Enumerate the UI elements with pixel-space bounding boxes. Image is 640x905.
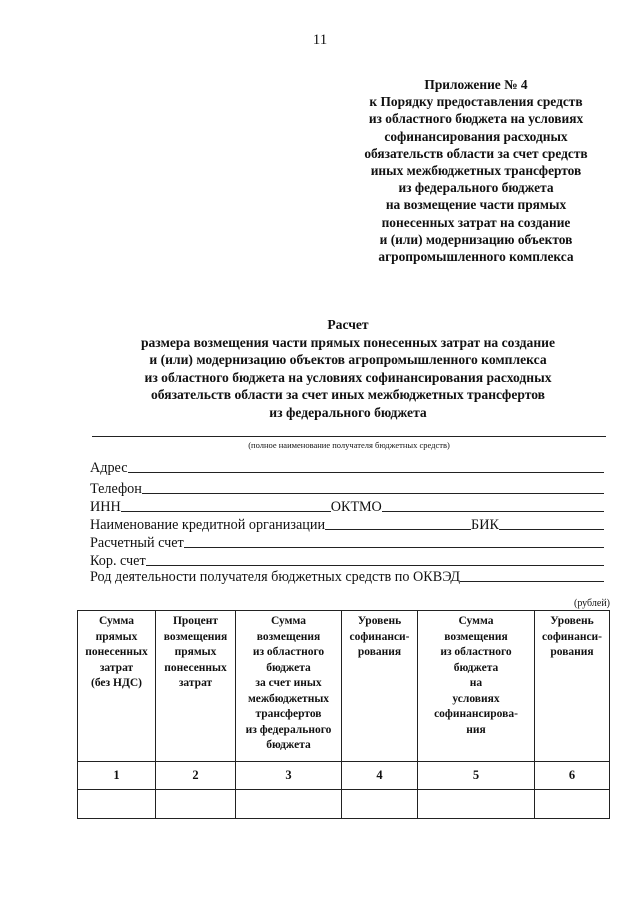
recipient-caption: (полное наименование получателя бюджетных средств) xyxy=(248,440,450,450)
table-header-row xyxy=(78,611,610,762)
title-line: из областного бюджета на условиях софинансирования расходных xyxy=(144,369,552,385)
oktmo-label: ОКТМО xyxy=(330,499,382,515)
data-cell[interactable] xyxy=(418,790,535,819)
units-label: (рублей) xyxy=(573,598,610,609)
okved-field[interactable] xyxy=(90,567,604,585)
header-text: затрат xyxy=(178,677,213,689)
title-line: и (или) модернизацию объектов агропромышленного комплекса xyxy=(149,352,547,368)
okved-input-line[interactable] xyxy=(460,581,604,582)
bik-input-line[interactable] xyxy=(499,529,604,530)
header-text: (без НДС) xyxy=(90,677,143,689)
header-text: за счет иных xyxy=(255,677,322,689)
title-line: из федерального бюджета xyxy=(269,404,427,420)
header-cell-cofinancing-sum xyxy=(418,611,535,762)
header-text: Сумма xyxy=(99,615,134,627)
header-text: софинансирова- xyxy=(434,708,518,720)
header-text: понесенных xyxy=(164,661,227,674)
header-text: затрат xyxy=(99,661,134,674)
header-cell-federal-transfers-sum xyxy=(236,611,342,762)
header-text: возмещения xyxy=(163,630,228,643)
header-text: из областного xyxy=(440,646,512,658)
appendix-line: понесенных затрат на создание xyxy=(381,214,571,230)
oktmo-input-line[interactable] xyxy=(382,511,604,512)
header-text: Сумма xyxy=(458,615,494,627)
page-number: 11 xyxy=(312,32,328,48)
header-text: Уровень xyxy=(357,615,402,627)
account-field[interactable] xyxy=(90,533,604,551)
phone-input-line[interactable] xyxy=(142,493,604,494)
address-input-line[interactable] xyxy=(128,472,604,473)
header-text: бюджета xyxy=(266,739,311,751)
title-line: размера возмещения части прямых понесенных затрат на создание xyxy=(140,334,556,350)
header-text: рования xyxy=(357,646,402,658)
data-cell[interactable] xyxy=(156,790,236,819)
column-number: 5 xyxy=(418,762,535,790)
address-label: Адрес xyxy=(90,460,128,476)
column-number: 1 xyxy=(78,762,156,790)
data-cell[interactable] xyxy=(535,790,610,819)
phone-field[interactable] xyxy=(90,479,604,497)
title-line: обязательств области за счет иных межбюджетных трансфертов xyxy=(150,387,546,403)
address-field[interactable] xyxy=(90,458,604,476)
header-cell-cofinancing-level-2 xyxy=(535,611,610,762)
header-text: из областного xyxy=(252,646,325,658)
appendix-line: из областного бюджета на условиях xyxy=(368,111,584,127)
header-text: рования xyxy=(550,646,594,658)
corr-account-label: Кор. счет xyxy=(90,553,146,569)
account-label: Расчетный счет xyxy=(90,535,184,551)
header-text: Процент xyxy=(172,615,219,627)
table-data-row xyxy=(78,790,610,819)
title-heading: Расчет xyxy=(327,317,369,332)
inn-oktmo-field[interactable] xyxy=(90,497,604,515)
header-text: возмещения xyxy=(444,630,508,643)
header-cell-reimbursement-percent xyxy=(156,611,236,762)
header-text: Уровень xyxy=(550,615,594,627)
header-text: условиях xyxy=(452,692,500,705)
column-number: 4 xyxy=(342,762,418,790)
header-text: трансфертов xyxy=(255,708,322,720)
bank-label: Наименование кредитной организации xyxy=(90,517,326,533)
recipient-name-line[interactable] xyxy=(92,436,606,437)
appendix-line: Приложение № 4 xyxy=(424,77,528,92)
okved-label: Род деятельности получателя бюджетных средств по ОКВЭД xyxy=(90,569,461,585)
account-input-line[interactable] xyxy=(184,547,604,548)
header-text: Сумма xyxy=(271,615,306,627)
appendix-line: на возмещение части прямых xyxy=(385,197,567,213)
document-title xyxy=(0,316,640,422)
header-text: понесенных xyxy=(85,646,148,658)
header-text: бюджета xyxy=(266,661,311,674)
appendix-line: софинансирования расходных xyxy=(384,128,568,144)
data-cell[interactable] xyxy=(342,790,418,819)
table-number-row xyxy=(78,762,610,790)
data-cell[interactable] xyxy=(236,790,342,819)
header-text: софинанси- xyxy=(542,630,602,643)
header-text: ния xyxy=(466,723,486,736)
calculation-table xyxy=(77,610,610,819)
inn-label: ИНН xyxy=(90,499,121,515)
header-text: бюджета xyxy=(453,661,499,674)
header-text: софинанси- xyxy=(349,630,410,643)
header-text: прямых xyxy=(95,630,138,643)
corr-account-input-line[interactable] xyxy=(146,565,604,566)
bik-label: БИК xyxy=(471,517,499,533)
header-text: из федерального xyxy=(245,723,332,736)
phone-label: Телефон xyxy=(90,481,142,497)
data-cell[interactable] xyxy=(78,790,156,819)
bank-input-line[interactable] xyxy=(325,529,471,530)
appendix-line: и (или) модернизацию объектов xyxy=(379,231,573,247)
header-text: межбюджетных xyxy=(247,692,330,705)
bank-bik-field[interactable] xyxy=(90,515,604,533)
header-text: прямых xyxy=(174,646,217,658)
appendix-line: иных межбюджетных трансфертов xyxy=(370,163,582,179)
column-number: 2 xyxy=(156,762,236,790)
header-cell-direct-costs xyxy=(78,611,156,762)
appendix-block xyxy=(338,76,614,265)
appendix-line: к Порядку предоставления средств xyxy=(369,94,583,110)
header-text: на xyxy=(469,677,483,689)
header-text: возмещения xyxy=(256,630,321,643)
column-number: 6 xyxy=(535,762,610,790)
appendix-line: из федерального бюджета xyxy=(398,180,554,196)
column-number: 3 xyxy=(236,762,342,790)
header-cell-cofinancing-level-1 xyxy=(342,611,418,762)
appendix-line: обязательств области за счет средств xyxy=(364,145,588,161)
appendix-line: агропромышленного комплекса xyxy=(378,249,574,265)
inn-input-line[interactable] xyxy=(121,511,331,512)
